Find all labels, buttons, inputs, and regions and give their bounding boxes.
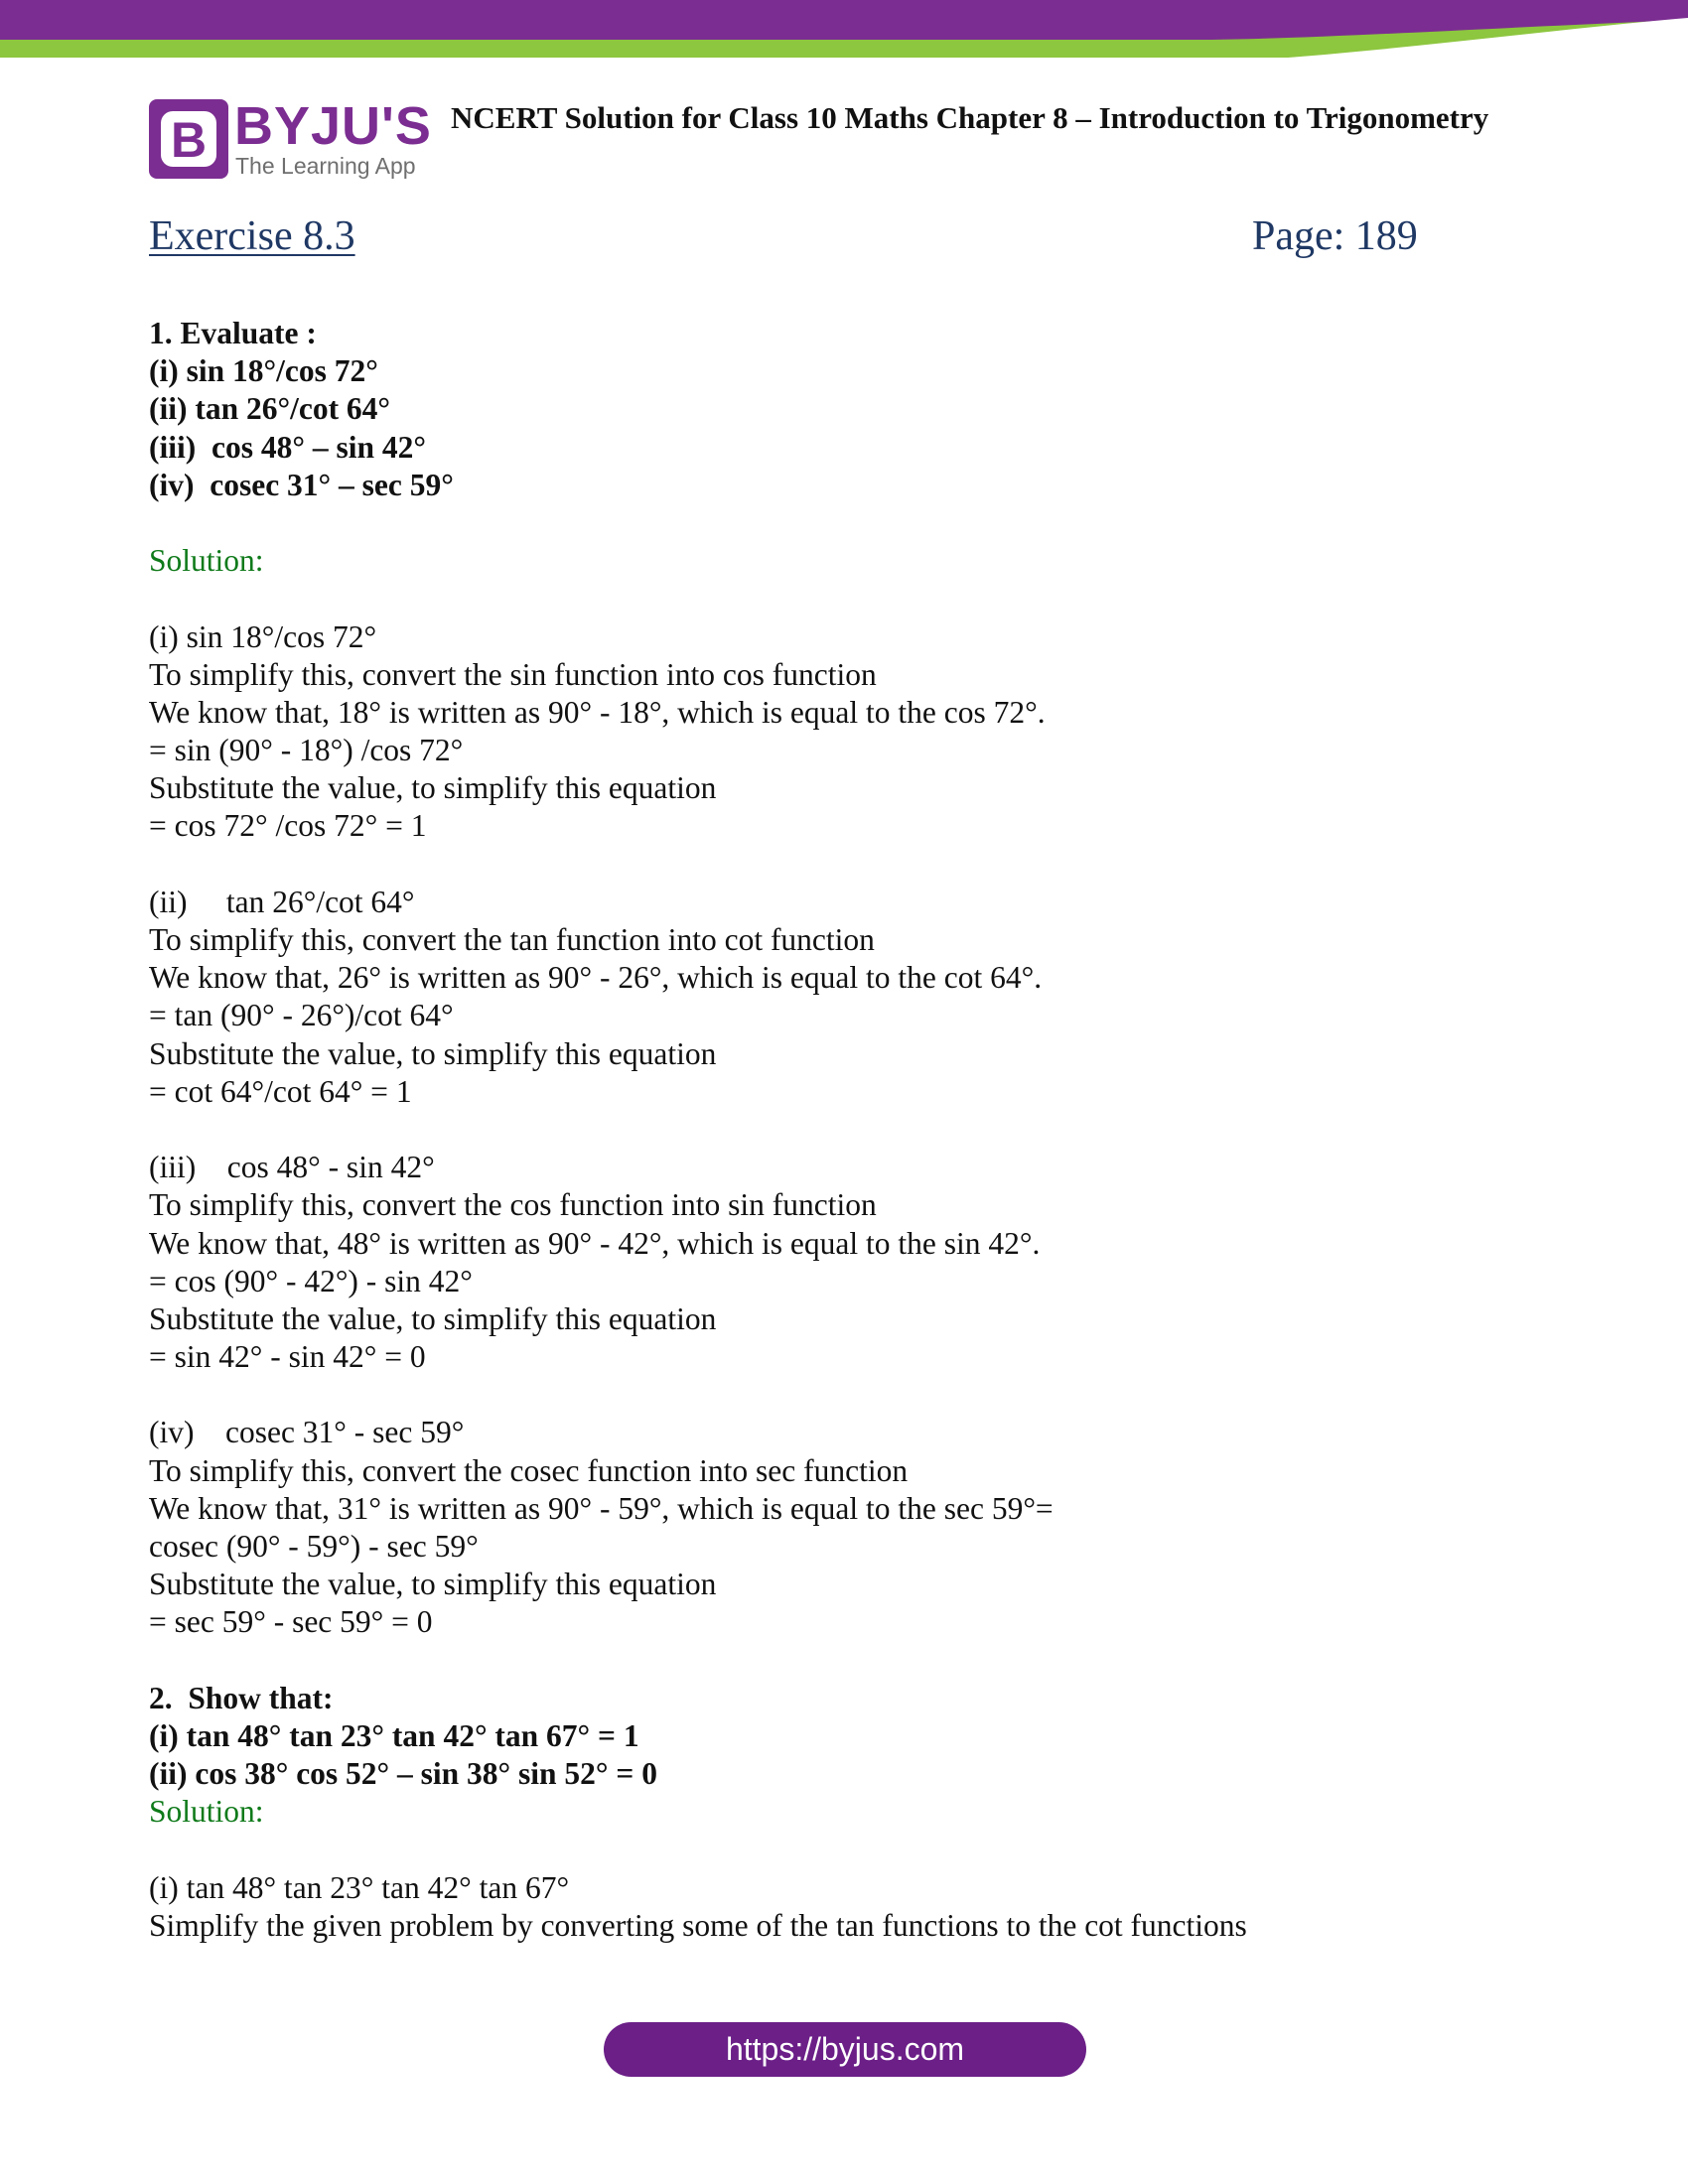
q1-sol-iv-line: Substitute the value, to simplify this equation xyxy=(149,1567,717,1602)
q1-sol-ii-line: Substitute the value, to simplify this equation xyxy=(149,1035,717,1071)
q1-part-iii: (iii) cos 48° – sin 42° xyxy=(149,429,426,465)
q1-sol-iv-line: cosec (90° - 59°) - sec 59° xyxy=(149,1529,479,1564)
q1-sol-iv-line: We know that, 31° is written as 90° - 59°, which is equal to the sec 59°= xyxy=(149,1490,1054,1526)
brand-tagline: The Learning App xyxy=(235,153,416,179)
q1-sol-ii-line: We know that, 26° is written as 90° - 26°, which is equal to the cot 64°. xyxy=(149,960,1043,996)
q2-solution-label: Solution: xyxy=(149,1794,264,1830)
q1-sol-iii-line: = cos (90° - 42°) - sin 42° xyxy=(149,1263,473,1298)
q1-sol-ii-line: To simplify this, convert the tan function into cot function xyxy=(149,922,875,957)
byjus-logo-icon xyxy=(149,99,228,179)
q1-sol-iv-line: To simplify this, convert the cosec function into sec function xyxy=(149,1452,909,1488)
q2-sol-i-line: (i) tan 48° tan 23° tan 42° tan 67° xyxy=(149,1869,570,1905)
document-body xyxy=(149,315,1559,1945)
q1-sol-i-line: Substitute the value, to simplify this equation xyxy=(149,770,717,806)
q1-part-ii: (ii) tan 26°/cot 64° xyxy=(149,391,391,427)
q1-solution-label: Solution: xyxy=(149,543,264,579)
q1-part-i: (i) sin 18°/cos 72° xyxy=(149,353,378,389)
q1-sol-i-line: We know that, 18° is written as 90° - 18°, which is equal to the cos 72°. xyxy=(149,694,1046,730)
q1-heading: 1. Evaluate : xyxy=(149,316,317,350)
logo-letter: B xyxy=(170,112,208,168)
q2-heading: 2. Show that: xyxy=(149,1680,334,1715)
q2-part-i: (i) tan 48° tan 23° tan 42° tan 67° = 1 xyxy=(149,1717,639,1753)
exercise-title: Exercise 8.3 xyxy=(149,213,355,259)
q2-part-ii: (ii) cos 38° cos 52° – sin 38° sin 52° = 0 xyxy=(149,1756,657,1792)
q1-sol-i-line: = sin (90° - 18°) /cos 72° xyxy=(149,733,464,768)
q1-sol-ii-line: = cot 64°/cot 64° = 1 xyxy=(149,1073,412,1109)
q1-sol-iii-line: Substitute the value, to simplify this equation xyxy=(149,1300,717,1336)
q1-sol-iii-line: = sin 42° - sin 42° = 0 xyxy=(149,1339,426,1375)
q1-sol-iii-line: We know that, 48° is written as 90° - 42°, which is equal to the sin 42°. xyxy=(149,1225,1041,1261)
q1-sol-i-line: To simplify this, convert the sin function into cos function xyxy=(149,656,877,692)
q1-sol-iv-line: = sec 59° - sec 59° = 0 xyxy=(149,1604,433,1640)
q1-sol-iii-line: To simplify this, convert the cos function into sin function xyxy=(149,1187,877,1223)
q2-sol-i-line: Simplify the given problem by converting some of the tan functions to the cot functions xyxy=(149,1907,1247,1943)
q1-sol-iv-line: (iv) cosec 31° - sec 59° xyxy=(149,1415,465,1450)
q1-sol-ii-line: = tan (90° - 26°)/cot 64° xyxy=(149,998,454,1033)
page-number: Page: 189 xyxy=(1252,213,1418,259)
q1-sol-i-line: (i) sin 18°/cos 72° xyxy=(149,618,377,654)
banner-white-base xyxy=(0,58,1688,62)
q1-sol-iii-line: (iii) cos 48° - sin 42° xyxy=(149,1150,435,1185)
top-banner xyxy=(0,0,1688,62)
q1-part-iv: (iv) cosec 31° – sec 59° xyxy=(149,467,454,502)
q1-sol-i-line: = cos 72° /cos 72° = 1 xyxy=(149,808,427,844)
footer-url-link[interactable]: https://byjus.com xyxy=(604,2022,1086,2077)
document-title: NCERT Solution for Class 10 Maths Chapter 8 – Introduction to Trigonometry xyxy=(451,100,1489,135)
q1-sol-ii-line: (ii) tan 26°/cot 64° xyxy=(149,884,415,919)
brand-name: BYJU'S xyxy=(234,96,432,156)
